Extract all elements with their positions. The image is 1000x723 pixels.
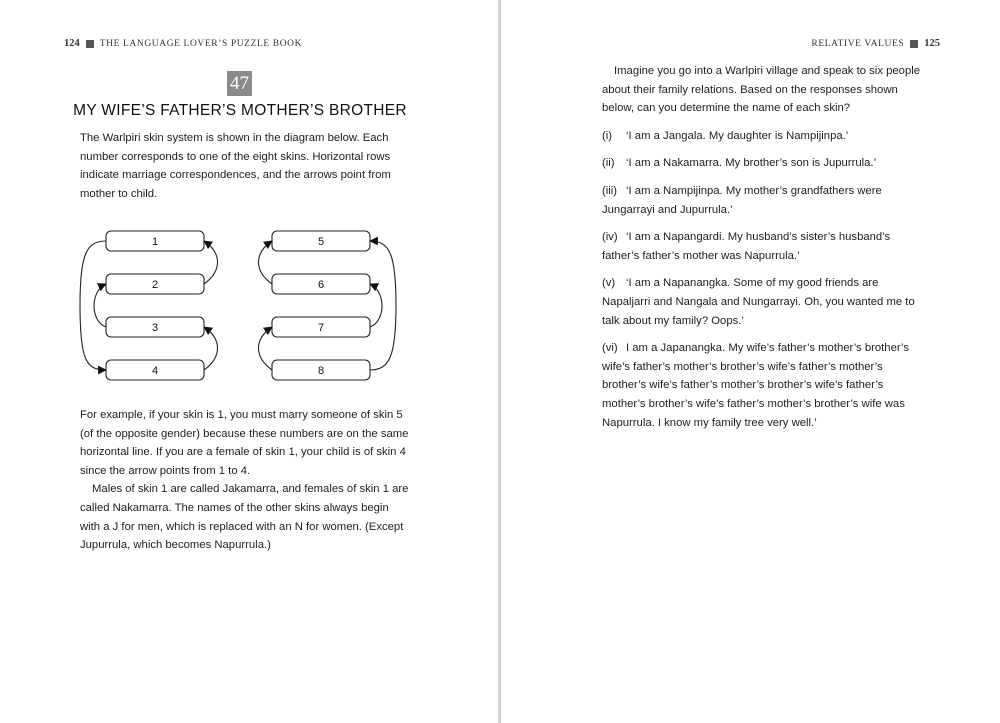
skin-label-3: 3 [151, 322, 159, 334]
arrow-4-to-3 [204, 327, 218, 370]
skin-label-4: 4 [151, 365, 159, 377]
clue-text: ‘I am a Jangala. My daughter is Nampijinpa.’ [626, 129, 849, 142]
example-paragraph-2: Males of skin 1 are called Jakamarra, and females of skin 1 are called Nakamarra. The names of the other skins always begin with a J for men, which is replaced with an N for women. (Except Jupurrula, which becomes Napurrula.) [80, 483, 409, 552]
clue-text: I am a Japanangka. My wife’s father’s mother’s brother’s wife’s father’s mother’s brother’s wife’s father’s mother’s brother’s wife’s father’s mother’s brother’s wife’s father’s mother’s brother’s wife’s father’s mother’s brother’s wife was Napurrula. I know my family tree very well.’ [602, 342, 909, 429]
clue-number: (vi) [602, 342, 618, 355]
skin-label-7: 7 [317, 322, 325, 334]
clue-number: (v) [602, 277, 616, 290]
puzzle-title: MY WIFE’S FATHER’S MOTHER’S BROTHER [73, 102, 407, 119]
clue-item-5 [602, 274, 924, 330]
section-title: RELATIVE VALUES [811, 38, 905, 49]
skin-label-1: 1 [151, 236, 159, 248]
clue-number: (ii) [602, 157, 615, 170]
left-running-head [64, 38, 302, 49]
clue-item-3 [602, 182, 924, 219]
square-bullet-icon [910, 40, 918, 48]
intro-paragraph: The Warlpiri skin system is shown in the diagram below. Each number corresponds to one of the eight skins. Horizontal rows indicate marriage correspondences, and the arrows point from mother to child. [80, 132, 391, 200]
skin-label-2: 2 [151, 279, 159, 291]
right-page-number: 125 [924, 38, 940, 49]
clue-text: ‘I am a Napanangka. Some of my good friends are Napaljarri and Nangala and Nungarrayi. Oh, you wanted me to talk about my family? Oops.’ [602, 277, 915, 327]
clues-column [602, 62, 924, 441]
example-text [80, 406, 410, 555]
clue-number: (i) [602, 129, 613, 142]
clue-number: (iii) [602, 184, 618, 197]
example-paragraph-1: For example, if your skin is 1, you must marry someone of skin 5 (of the opposite gender) because these numbers are on the same horizontal line. If you are a female of skin 1, your child is of skin 4 since the arrow points from 1 to 4. [80, 409, 409, 477]
arrow-7-to-6 [370, 284, 382, 327]
skin-system-diagram [78, 225, 408, 390]
clues-lead: Imagine you go into a Warlpiri village and speak to six people about their family relations. Based on the responses shown below, can you determine the name of each skin? [602, 65, 921, 115]
clue-text: ‘I am a Napangardi. My husband’s sister’s husband’s father’s father’s mother was Napurrula.’ [602, 231, 891, 262]
right-running-head [811, 38, 940, 49]
arrow-8-to-5 [370, 241, 396, 370]
skin-label-5: 5 [317, 236, 325, 248]
arrow-6-to-5 [259, 241, 273, 284]
skin-label-6: 6 [317, 279, 325, 291]
book-title: THE LANGUAGE LOVER’S PUZZLE BOOK [99, 38, 303, 49]
clue-item-2 [602, 154, 924, 173]
clue-item-1 [602, 127, 924, 146]
clue-item-6 [602, 339, 924, 432]
arrow-1-to-4 [80, 241, 106, 370]
left-page-number: 124 [64, 38, 80, 49]
arrow-2-to-1 [204, 241, 218, 284]
skin-label-8: 8 [317, 365, 325, 377]
clue-text: ‘I am a Nakamarra. My brother’s son is Jupurrula.’ [626, 157, 877, 170]
arrow-8-to-7 [259, 327, 273, 370]
left-page [0, 0, 499, 723]
clue-number: (iv) [602, 231, 618, 244]
clue-text: ‘I am a Nampijinpa. My mother’s grandfathers were Jungarrayi and Jupurrula.’ [602, 184, 882, 216]
puzzle-number-badge: 47 [227, 71, 252, 96]
arrow-3-to-2 [94, 284, 106, 327]
square-bullet-icon [86, 40, 94, 48]
clue-item-4 [602, 228, 924, 265]
